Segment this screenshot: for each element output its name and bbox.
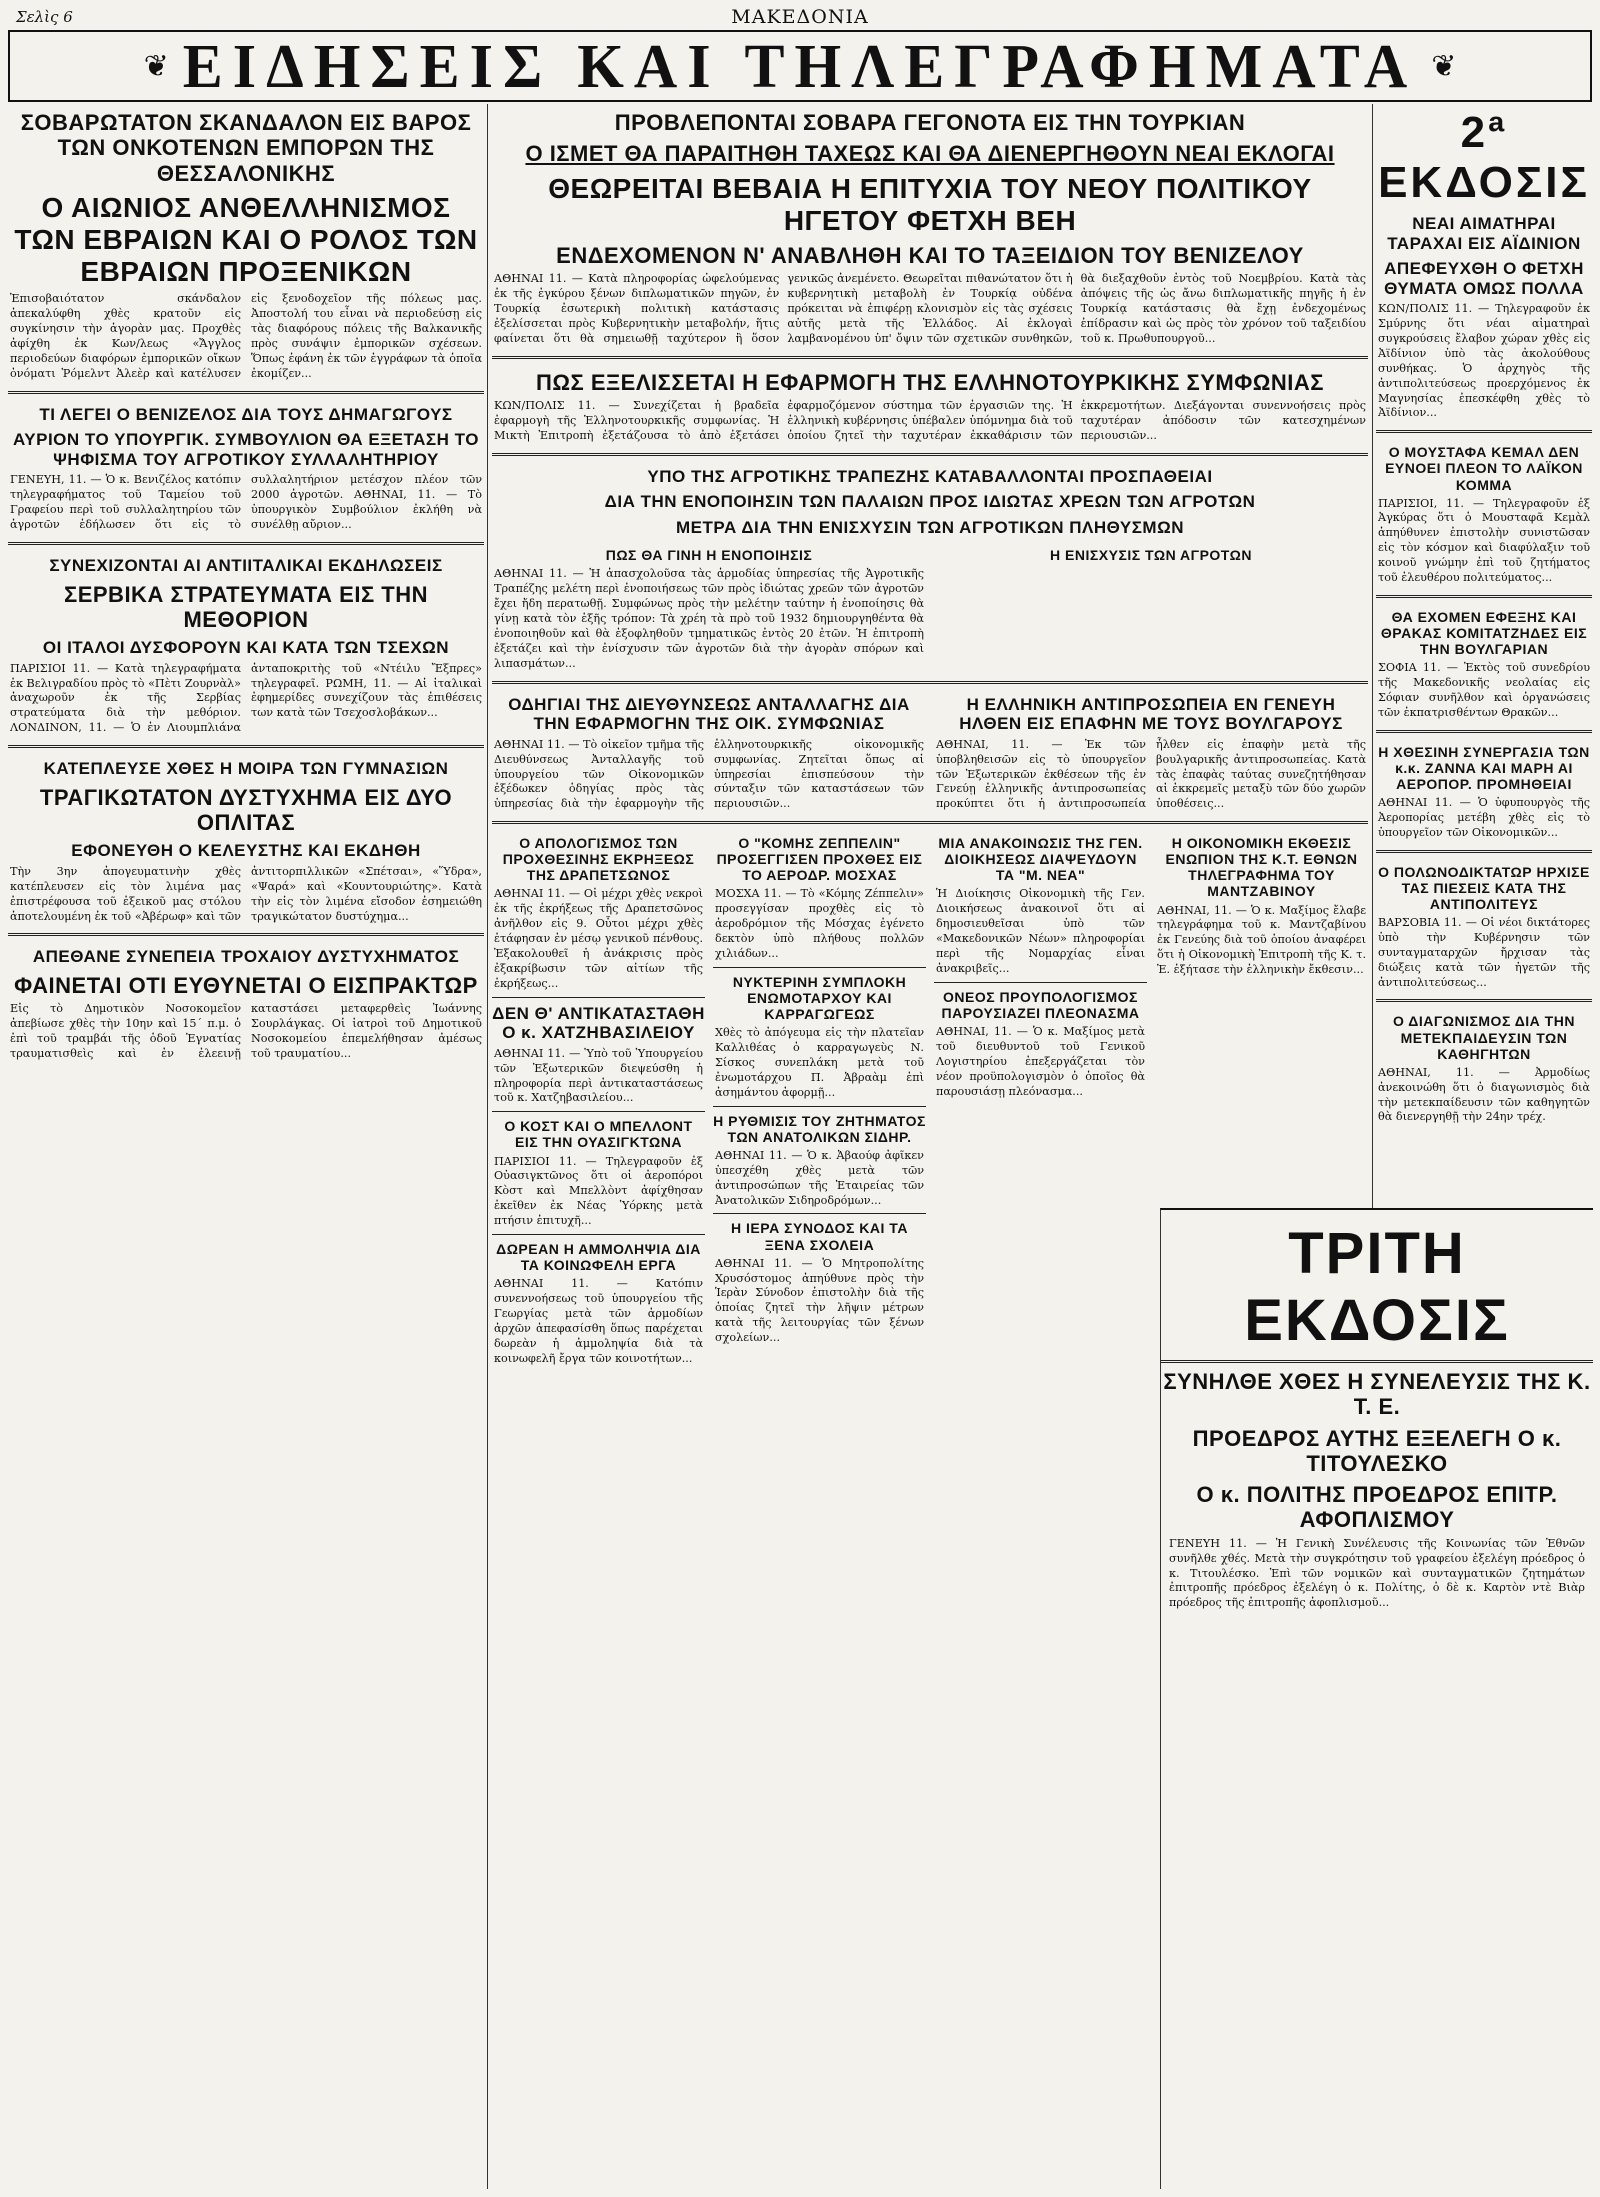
headline: ΠΡΟΕΔΡΟΣ ΑΥΤΗΣ ΕΞΕΛΕΓΗ Ο κ. ΤΙΤΟΥΛΕΣΚΟ — [1192, 1425, 1562, 1476]
third-edition — [1160, 1208, 1593, 2189]
article-body: ΓΕΝΕΥΗ 11. — Ἡ Γενικὴ Συνέλευσις τῆς Κοινωνίας τῶν Ἐθνῶν συνῆλθε χθές. Μετὰ τὴν συγκρότησιν τοῦ γραφείου ἐξελέγη πρόεδρος ὁ κ. Τιτουλέσκο. Ἐπὶ τῶν νομικῶν καὶ συνταγματικῶν ζητημάτων ἐπιτροπῆς πρόεδρος ἐξελέγη ὁ κ. Πολίτης, ὁ δὲ κ. Καρτὸν ντὲ Βιὰρ πρόεδρος τῆς ἐπιτροπῆς ἀφοπλισμοῦ... — [1169, 1536, 1585, 1610]
edition-label: ΤΡΙΤΗ ΕΚΔΟΣΙΣ — [1244, 1221, 1510, 1353]
article-body: ΓΕΝΕΥΗ, 11. — Ὁ κ. Βενιζέλος κατόπιν τηλεγραφήματος τοῦ Ταμείου τοῦ Γραφείου περὶ τοῦ συλλαλητηρίου τῶν ἀγροτῶν ἐδήλωσεν ὅτι εἰς τὸ συλλαλητήριον μετέσχον πλέον τῶν 2000 ἀγροτῶν. ΑΘΗΝΑΙ, 11. — Τὸ ὑπουργικὸν Συμβούλιον ἐκλήθη νὰ συνέλθῃ αὔριον... — [10, 473, 482, 532]
article-venizelos — [8, 399, 484, 537]
left-column — [8, 104, 484, 2189]
headline: ΑΥΡΙΟΝ ΤΟ ΥΠΟΥΡΓΙΚ. ΣΥΜΒΟΥΛΙΟΝ ΘΑ ΕΞΕΤΑΣΗ ΤΟ ΨΗΦΙΣΜΑ ΤΟΥ ΑΓΡΟΤΙΚΟΥ ΣΥΛΛΑΛΗΤΗΡΙΟΥ — [13, 430, 479, 469]
article-kemal — [1376, 438, 1592, 590]
headline: ΣΕΡΒΙΚΑ ΣΤΡΑΤΕΥΜΑΤΑ ΕΙΣ ΤΗΝ ΜΕΘΟΡΙΟΝ — [64, 581, 428, 632]
headline: Ο "ΚΟΜΗΣ ΖΕΠΠΕΛΙΝ" ΠΡΟΣΕΓΓΙΣΕΝ ΠΡΟΧΘΕΣ ΕΙΣ ΤΟ ΑΕΡΟΔΡ. ΜΟΣΧΑΣ — [716, 835, 923, 884]
subheadline: Η ΕΝΙΣΧΥΣΙΣ ΤΩΝ ΑΓΡΟΤΩΝ — [1050, 547, 1252, 564]
subcolumn — [713, 829, 926, 1370]
article-body: ΑΘΗΝΑΙ, 11. — Ὁ κ. Μαξίμος ἔλαβε τηλεγράφημα τοῦ κ. Μαντζαβίνου ἐκ Γενεύης διὰ τοῦ ὁποίου ἀναφέρει ὅτι ἡ Οἰκονομικὴ Ἐπιτροπὴ τῆς Κ. τ. Ἐ. ἐξήτασε τὴν ἑλληνικὴν ἔκθεσιν... — [1157, 903, 1366, 977]
edition-label: 2ª ΕΚΔΟΣΙΣ — [1378, 108, 1590, 207]
headline: ΦΑΙΝΕΤΑΙ ΟΤΙ ΕΥΘΥΝΕΤΑΙ Ο ΕΙΣΠΡΑΚΤΩΡ — [14, 972, 478, 998]
column-divider — [487, 104, 488, 2189]
article-anti-italian — [8, 550, 484, 740]
headline: ΣΥΝΕΧΙΖΟΝΤΑΙ ΑΙ ΑΝΤΙΙΤΑΛΙΚΑΙ ΕΚΔΗΛΩΣΕΙΣ — [49, 556, 443, 575]
headline: ΝΥΚΤΕΡΙΝΗ ΣΥΜΠΛΟΚΗ ΕΝΩΜΟΤΑΡΧΟΥ ΚΑΙ ΚΑΡΡΑΓΩΓΕΩΣ — [732, 973, 907, 1023]
headline: ΚΑΤΕΠΛΕΥΣΕ ΧΘΕΣ Η ΜΟΙΡΑ ΤΩΝ ΓΥΜΝΑΣΙΩΝ — [43, 759, 449, 779]
article-body: ΑΘΗΝΑΙ, 11. — Ἀρμοδίως ἀνεκοινώθη ὅτι ὁ διαγωνισμὸς διὰ τὴν μετεκπαίδευσιν τῶν καθηγητῶν θὰ διενεργηθῇ τὴν 24ην τρέχ. — [1378, 1065, 1590, 1124]
subcolumn — [492, 829, 705, 1370]
article-body: ΑΘΗΝΑΙ 11. — Ὁ ὑφυπουργὸς τῆς Ἀεροπορίας μετέβη χθὲς εἰς τὸ ὑπουργεῖον τῶν Οἰκονομικῶν... — [1378, 796, 1590, 839]
ornament-left-icon: ❦ — [143, 48, 169, 84]
section-banner — [8, 30, 1592, 102]
article-body: ΒΑΡΣΟΒΙΑ 11. — Οἱ νέοι δικτάτορες ὑπὸ τὴν Κυβέρνησιν τῶν συνταγματαρχῶν ἤρχισαν τὰς διώξεις κατὰ τῶν ἡγετῶν τῆς ἀντιπολιτεύσεως... — [1378, 916, 1590, 989]
article-body: ΠΑΡΙΣΙΟΙ 11. — Τηλεγραφοῦν ἐξ Οὐασιγκτῶνος ὅτι οἱ ἀεροπόροι Κὸστ καὶ Μπελλὸντ ἀφίχθησαν ἐκεῖθεν ἐκ Νέας Ὑόρκης μετὰ πτήσιν ἐπιτυχῆ... — [494, 1154, 703, 1228]
subcolumn — [934, 829, 1147, 1370]
headline: Ο ΠΟΛΩΝΟΔΙΚΤΑΤΩΡ ΗΡΧΙΣΕ ΤΑΣ ΠΙΕΣΕΙΣ ΚΑΤΑ ΤΗΣ ΑΝΤΙΠΟΛΙΤΕΥΣ — [1378, 863, 1590, 912]
article-body: ΑΘΗΝΑΙ, 11. — Ἐκ τῶν ὑποβληθεισῶν εἰς τὸ ὑπουργεῖον τῶν Ἐξωτερικῶν ἐκθέσεων τῆς ἐν Γενεύῃ ἑλληνικῆς ἀντιπροσωπείας προκύπτει ὅτι ἡ ἀντιπροσωπεία ἦλθεν εἰς ἐπαφὴν μετὰ τῆς βουλγαρικῆς ἀντιπροσωπείας. Κατὰ τὰς ἐπαφὰς ταύτας συνεζητήθησαν αἱ ἐκκρεμεῖς μεταξὺ τῶν δύο χωρῶν ὑποθέσεις... — [936, 737, 1366, 811]
article-body: ΠΑΡΙΣΙΟΙ 11. — Κατὰ τηλεγραφήματα ἐκ Βελιγραδίου πρὸς τὸ «Πὲτι Ζουρνὰλ» ἀναχωροῦν ἐκ τῆς Σερβίας στρατεύματα διὰ τὴν μεθόριον. ΛΟΝΔΙΝΟΝ, 11. — Ὁ ἐν Λιουμπλιάνα ἀνταποκριτὴς τοῦ «Ντέιλυ Ἔξπρες» τηλεγραφεῖ. ΡΩΜΗ, 11. — Αἱ ἰταλικαὶ ἐφημερίδες συνεχίζουν τὰς ἐπιθέσεις των κατὰ τῶν Τσεχοσλοβάκων... — [10, 661, 482, 735]
article-scandal — [8, 104, 484, 386]
newspaper-name: ΜΑΚΕΔΟΝΙΑ — [731, 6, 869, 28]
headline: ΟΙ ΙΤΑΛΟΙ ΔΥΣΦΟΡΟΥΝ ΚΑΙ ΚΑΤΑ ΤΩΝ ΤΣΕΧΩΝ — [42, 638, 450, 658]
headline: ΤΡΑΓΙΚΩΤΑΤΟΝ ΔΥΣΤΥΧΗΜΑ ΕΙΣ ΔΥΟ ΟΠΛΙΤΑΣ — [39, 784, 453, 835]
headline: ΔΙΑ ΤΗΝ ΕΝΟΠΟΙΗΣΙΝ ΤΩΝ ΠΑΛΑΙΩΝ ΠΡΟΣ ΙΔΙΩΤΑΣ ΧΡΕΩΝ ΤΩΝ ΑΓΡΟΤΩΝ — [604, 492, 1256, 512]
headline: Ο ΚΟΣΤ ΚΑΙ Ο ΜΠΕΛΛΟΝΤ ΕΙΣ ΤΗΝ ΟΥΑΣΙΓΚΤΩΝΑ — [504, 1118, 693, 1151]
headline: Ο ΙΣΜΕΤ ΘΑ ΠΑΡΑΙΤΗΘΗ ΤΑΧΕΩΣ ΚΑΙ ΘΑ ΔΙΕΝΕΡΓΗΘΟΥΝ ΝΕΑΙ ΕΚΛΟΓΑΙ — [525, 141, 1335, 167]
headline: Η ΙΕΡΑ ΣΥΝΟΔΟΣ ΚΑΙ ΤΑ ΞΕΝΑ ΣΧΟΛΕΙΑ — [731, 1220, 908, 1253]
headline: ΘΕΩΡΕΙΤΑΙ ΒΕΒΑΙΑ Η ΕΠΙΤΥΧΙΑ ΤΟΥ ΝΕΟΥ ΠΟΛΙΤΙΚΟΥ ΗΓΕΤΟΥ ΦΕΤΧΗ ΒΕΗ — [548, 172, 1312, 236]
article-body: ΚΩΝ/ΠΟΛΙΣ 11. — Συνεχίζεται ἡ βραδεῖα ἐφαρμογὴ τῆς Ἑλληνοτουρκικῆς συμφωνίας. Ἡ Μικτὴ Ἐπιτροπὴ ἐξετάζουσα τὸ ἀπὸ ἐξετάσει ἐφαρμοζόμενον σύστημα τῶν ἐργασιῶν της. Ἡ ἑλληνικὴ κυβέρνησις ὑπέβαλεν ὑπόμνημα διὰ τοῦ ὁποίου ζητεῖ τὴν ταχυτέραν ἐκκαθάρισιν τῶν ἐκκρεμοτήτων. Διεξάγονται συνεννοήσεις πρὸς ταχυτέραν ἀπόδοσιν τῶν κατεσχημένων περιουσιῶν... — [494, 399, 1366, 442]
subheadline: ΠΩΣ ΘΑ ΓΙΝΗ Η ΕΝΟΠΟΙΗΣΙΣ — [605, 547, 813, 564]
article-body: Τὴν 3ην ἀπογευματινὴν χθὲς κατέπλευσεν εἰς τὸν λιμένα μας ἐπιστρέφουσα τοῦ ἐξεικοῦ μας στόλου ἀποτελουμένη ἐκ τοῦ «Ἀβέρωφ» καὶ τῶν ἀντιτορπιλλικῶν «Σπέτσαι», «Ὕδρα», «Ψαρά» καὶ «Κουντουριώτης». Κατὰ τὴν εἰς τὸν λιμένα εἴσοδον ἐσημειώθη τραγικώτατον δυστύχημα... — [10, 864, 482, 923]
article-body: Χθὲς τὸ ἀπόγευμα εἰς τὴν πλατεῖαν Καλλιθέας ὁ καρραγωγεὺς Ν. Σίσκος συνεπλάκη μετὰ τοῦ ἐνωμοτάρχου Π. Ἀβραὰμ ἐπὶ ἀσημάντου ἀφορμῇ... — [715, 1026, 924, 1099]
headline: Ο ΔΙΑΓΩΝΙΣΜΟΣ ΔΙΑ ΤΗΝ ΜΕΤΕΚΠΑΙΔΕΥΣΙΝ ΤΩΝ ΚΑΘΗΓΗΤΩΝ — [1393, 1013, 1575, 1062]
article-greek-turkish-agreement — [492, 364, 1368, 448]
article-thracian — [1376, 603, 1592, 725]
headline: ΥΠΟ ΤΗΣ ΑΓΡΟΤΙΚΗΣ ΤΡΑΠΕΖΗΣ ΚΑΤΑΒΑΛΛΟΝΤΑΙ ΠΡΟΣΠΑΘΕΙΑΙ — [647, 466, 1213, 486]
second-edition — [1376, 104, 1592, 425]
article-body: ΑΘΗΝΑΙ 11. — Οἱ μέχρι χθὲς νεκροὶ ἐκ τῆς ἐκρήξεως τῆς Δραπετσῶνος ἀνῆλθον εἰς 9. Οὗτοι μέχρι χθὲς ἐτάφησαν ἐν μέσῳ γενικοῦ πένθους. Ἐξακολουθεῖ ἡ ἀνάκρισις πρὸς ἐξακρίβωσιν τῶν αἰτίων τῆς ἐκρήξεως... — [494, 887, 703, 990]
article-exchange-directions — [492, 689, 926, 817]
article-body: ΑΘΗΝΑΙ, 11. — Ὁ κ. Μαξίμος μετὰ τοῦ διευθυντοῦ τοῦ Γενικοῦ Λογιστηρίου ἐπεξεργάζεται τὸν νέον προϋπολογισμὸν ὁ ὁποῖος θὰ παρουσιάσῃ πλεόνασμα... — [936, 1025, 1145, 1098]
headline: ΠΡΟΒΛΕΠΟΝΤΑΙ ΣΟΒΑΡΑ ΓΕΓΟΝΟΤΑ ΕΙΣ ΤΗΝ ΤΟΥΡΚΙΑΝ — [614, 110, 1246, 135]
headline: ΑΠΕΘΑΝΕ ΣΥΝΕΠΕΙΑ ΤΡΟΧΑΙΟΥ ΔΥΣΤΥΧΗΜΑΤΟΣ — [32, 947, 460, 967]
headline: ΕΦΟΝΕΥΘΗ Ο ΚΕΛΕΥΣΤΗΣ ΚΑΙ ΕΚΔΗΘΗ — [71, 841, 421, 861]
headline: ΔΕΝ Θ' ΑΝΤΙΚΑΤΑΣΤΑΘΗ Ο κ. ΧΑΤΖΗΒΑΣΙΛΕΙΟΥ — [492, 1003, 705, 1043]
banner-title: ΕΙΔΗΣΕΙΣ ΚΑΙ ΤΗΛΕΓΡΑΦΗΜΑΤΑ — [182, 30, 1418, 101]
article-agricultural-bank — [492, 461, 1368, 676]
ornament-right-icon: ❦ — [1431, 48, 1457, 84]
headline: ΘΑ ΕΧΟΜΕΝ ΕΦΕΞΗΣ ΚΑΙ ΘΡΑΚΑΣ ΚΟΜΙΤΑΤΖΗΔΕΣ ΕΙΣ ΤΗΝ ΒΟΥΛΓΑΡΙΑΝ — [1380, 608, 1588, 658]
article-body: ΑΘΗΝΑΙ 11. — Ὁ Μητροπολίτης Χρυσόστομος ἀπηύθυνε πρὸς τὴν Ἱερὰν Σύνοδον ἐπιστολὴν διὰ τῆς ὁποίας ζητεῖ τὴν λῆψιν μέτρων κατὰ τῆς λειτουργίας τῶν ξένων σχολείων... — [715, 1256, 924, 1345]
headline: ΟΔΗΓΙΑΙ ΤΗΣ ΔΙΕΥΘΥΝΣΕΩΣ ΑΝΤΑΛΛΑΓΗΣ ΔΙΑ ΤΗΝ ΕΦΑΡΜΟΓΗΝ ΤΗΣ ΟΙΚ. ΣΥΜΦΩΝΙΑΣ — [508, 694, 910, 734]
headline: Ο ΑΠΟΛΟΓΙΣΜΟΣ ΤΩΝ ΠΡΟΧΘΕΣΙΝΗΣ ΕΚΡΗΞΕΩΣ ΤΗΣ ΔΡΑΠΕΤΣΩΝΟΣ — [502, 835, 695, 884]
article-air-procurement — [1376, 738, 1592, 845]
article-body: ΑΘΗΝΑΙ 11. — Κατὰ πληροφορίας ὠφελούμενας ἐκ τῆς ἐγκύρου ξένων διπλωματικῶν πηγῶν, ἐν Τουρκίᾳ ἐσωτερικὴ πολιτικὴ κατάστασις ἐξελίσσεται πρὸς Κυβερνητικὴν μεταβολήν, ἥτις φαίνεται ὅτι θὰ σημειωθῇ ταχύτερον ἢ ὅσον γενικῶς ἀνεμένετο. Θεωρεῖται πιθανώτατον ὅτι ἡ κυβερνητικὴ μεταβολὴ ἐν Τουρκίᾳ οὐδένα πρόκειται νὰ ἐπιφέρῃ κλονισμὸν εἰς τὰς σχέσεις αὐτῆς μετὰ τῆς Ἑλλάδος. Αἱ ἐκλογαὶ λαμβανομένου ὑπ' ὄψιν τῶν σχετικῶν συνθηκῶν, θὰ διεξαχθοῦν ἐντὸς τοῦ Νοεμβρίου. Κατὰ τὰς ἀπόψεις τῆς ὡς ἄνω διπλωματικῆς πηγῆς ἡ ἐν Τουρκίᾳ κατάστασις θὰ ἔχῃ ἐνδεχομένως ἐπίδρασιν καὶ ὡς πρὸς τὸν χρόνον τοῦ ταξειδίου τοῦ κ. Πρωθυπουργοῦ... — [494, 272, 1366, 345]
headline: Η ΕΛΛΗΝΙΚΗ ΑΝΤΙΠΡΟΣΩΠΕΙΑ ΕΝ ΓΕΝΕΥΗ ΗΛΘΕΝ ΕΙΣ ΕΠΑΦΗΝ ΜΕ ΤΟΥΣ ΒΟΥΛΓΑΡΟΥΣ — [959, 694, 1343, 734]
article-traffic-accident — [8, 941, 484, 1065]
article-geneva-delegation — [934, 689, 1368, 817]
article-body: Ἡ Διοίκησις Οἰκονομικὴ τῆς Γεν. Διοικήσεως ἀνακοινοῖ ὅτι αἱ δημοσιευθεῖσαι ὑπὸ τῶν «Μακεδονικῶν Νέων» πληροφορίαι περὶ τῆς Νομαρχίας εἶναι ἀνακριβεῖς... — [936, 887, 1145, 975]
headline: Ο κ. ΠΟΛΙΤΗΣ ΠΡΟΕΔΡΟΣ ΕΠΙΤΡ. ΑΦΟΠΛΙΣΜΟΥ — [1196, 1482, 1558, 1533]
article-poland — [1376, 858, 1592, 995]
article-body: ΑΘΗΝΑΙ 11. — Ἡ ἀπασχολοῦσα τὰς ἁρμοδίας ὑπηρεσίας τῆς Ἀγροτικῆς Τραπέζης μελέτη περὶ ἐνοποιήσεως τῶν πρὸς ἰδιώτας χρεῶν τῶν ἀγροτῶν ἔχει ἤδη περατωθῇ. Συμφώνως πρὸς τὴν μελέτην ταύτην ἡ ἐνοποίησις θὰ γίνῃ κατὰ τὸν ἑξῆς τρόπον: Τὰ χρέη τὰ πρὸ τοῦ 1932 δημιουργηθέντα θὰ ἐνοποιηθοῦν καὶ θὰ ἐξοφληθοῦν τμηματικῶς ἐντὸς 20 ἐτῶν. Ἡ ἐπιτροπὴ ἐξετάζει καὶ τὴν ἐνίσχυσιν τῶν ἀγροτῶν διὰ τὴν ἀγορὰν σπόρων καὶ λιπασμάτων... — [494, 567, 924, 670]
article-body: ΚΩΝ/ΠΟΛΙΣ 11. — Τηλεγραφοῦν ἐκ Σμύρνης ὅτι νέαι αἱματηραὶ συγκρούσεις ἔλαβον χώραν χθὲς εἰς Ἀϊδίνιον ὑπὸ τὰς ἀκολούθους συνθήκας. Ὁ ἀρχηγὸς τῆς ἀντιπολιτεύσεως προερχόμενος ἐκ Μαγνησίας ἐπεσκέφθη χθὲς τὸ Ἀϊδίνιον... — [1378, 302, 1590, 420]
headline: ΑΠΕΦΕΥΧΘΗ Ο ΦΕΤΧΗ ΘΥΜΑΤΑ ΟΜΩΣ ΠΟΛΛΑ — [1384, 259, 1584, 298]
article-body: ΑΘΗΝΑΙ 11. — Κατόπιν συνεννοήσεως τοῦ ὑπουργείου τῆς Γεωργίας μετὰ τῶν ἁρμοδίων ἀρχῶν ἀπεφασίσθη ὅπως παρέχεται δωρεὰν ἡ ἀμμοληψία διὰ τὰ κοινωφελῆ ἔργα τῶν κοινοτήτων... — [494, 1277, 703, 1365]
headline: ΜΙΑ ΑΝΑΚΟΙΝΩΣΙΣ ΤΗΣ ΓΕΝ. ΔΙΟΙΚΗΣΕΩΣ ΔΙΑΨΕΥΔΟΥΝ ΤΑ "Μ. ΝΕΑ" — [938, 835, 1143, 884]
headline: ΣΟΒΑΡΩΤΑΤΟΝ ΣΚΑΝΔΑΛΟΝ ΕΙΣ ΒΑΡΟΣ ΤΩΝ ΟΝΚΟΤΕΝΩΝ ΕΜΠΟΡΩΝ ΤΗΣ ΘΕΣΣΑΛΟΝΙΚΗΣ — [20, 110, 472, 186]
article-competition — [1376, 1007, 1592, 1129]
article-body: ΑΘΗΝΑΙ 11. — Τὸ οἰκεῖον τμῆμα τῆς Διευθύνσεως Ἀνταλλαγῆς τοῦ ὑπουργείου τῶν Οἰκονομικῶν ἐξέδωκεν ὁδηγίας πρὸς τὰς ὑπηρεσίας διὰ τὴν ἐφαρμογὴν τῆς ἑλληνοτουρκικῆς οἰκονομικῆς συμφωνίας. Ζητεῖται ὅπως αἱ ὑπηρεσίαι ἐπισπεύσουν τὴν σύνταξιν τῶν καταστάσεων τῶν περιουσιῶν... — [494, 737, 924, 811]
article-body: ΑΘΗΝΑΙ 11. — Ὑπὸ τοῦ Ὑπουργείου τῶν Ἐξωτερικῶν διεψεύσθη ἡ πληροφορία περὶ ἀντικαταστάσεως τοῦ κ. Χατζηβασιλείου... — [494, 1046, 703, 1105]
article-body: ΑΘΗΝΑΙ 11. — Ὁ κ. Ἀβαούφ ἀφῖκεν ὑπεσχέθη χθὲς μετὰ τῶν ἀντιπροσώπων τῆς Ἑταιρείας τῶν Ἀνατολικῶν Σιδηροδρόμων... — [715, 1148, 924, 1207]
headline: Ο ΜΟΥΣΤΑΦΑ ΚΕΜΑΛ ΔΕΝ ΕΥΝΟΕΙ ΠΛΕΟΝ ΤΟ ΛΑΪΚΟΝ ΚΟΜΜΑ — [1385, 444, 1583, 493]
article-body: ΣΟΦΙΑ 11. — Ἐκτὸς τοῦ συνεδρίου τῆς Μακεδονικῆς νεολαίας εἰς Σόφιαν συνῆλθον καὶ ὀργανώσεις τῶν ἐκπατρισθέντων Θρακῶν... — [1378, 661, 1590, 719]
article-turkey — [492, 104, 1368, 351]
article-fleet — [8, 753, 484, 928]
headline: ΔΩΡΕΑΝ Η ΑΜΜΟΛΗΨΙΑ ΔΙΑ ΤΑ ΚΟΙΝΩΦΕΛΗ ΕΡΓΑ — [496, 1241, 701, 1274]
headline: ΤΙ ΛΕΓΕΙ Ο ΒΕΝΙΖΕΛΟΣ ΔΙΑ ΤΟΥΣ ΔΗΜΑΓΩΓΟΥΣ — [39, 404, 453, 424]
headline: ΠΩΣ ΕΞΕΛΙΣΣΕΤΑΙ Η ΕΦΑΡΜΟΓΗ ΤΗΣ ΕΛΛΗΝΟΤΟΥΡΚΙΚΗΣ ΣΥΜΦΩΝΙΑΣ — [535, 369, 1324, 395]
headline: ΜΕΤΡΑ ΔΙΑ ΤΗΝ ΕΝΙΣΧΥΣΙΝ ΤΩΝ ΑΓΡΟΤΙΚΩΝ ΠΛΗΘΥΣΜΩΝ — [676, 517, 1184, 537]
article-body: ΜΟΣΧΑ 11. — Τὸ «Κόμης Ζέππελιν» προσεγγίσαν προχθὲς εἰς τὸ ἀεροδρόμιον τῆς Μόσχας ἐγένετο δεκτὸν ὑπὸ πλήθους πολλῶν χιλιάδων... — [715, 887, 924, 961]
headline: Ο ΑΙΩΝΙΟΣ ΑΝΘΕΛΛΗΝΙΣΜΟΣ ΤΩΝ ΕΒΡΑΙΩΝ ΚΑΙ Ο ΡΟΛΟΣ ΤΩΝ ΕΒΡΑΙΩΝ ΠΡΟΞΕΝΙΚΩΝ — [14, 191, 478, 288]
headline: ΟΝΕΟΣ ΠΡΟΥΠΟΛΟΓΙΣΜΟΣ ΠΑΡΟΥΣΙΑΖΕΙ ΠΛΕΟΝΑΣΜΑ — [941, 988, 1140, 1021]
article-body: Ἐπισοβαιότατον σκάνδαλον ἀπεκαλύφθη χθὲς κρατοῦν εἰς συγκίνησιν τὴν ἀγορὰν μας. Προχθὲς ἀφίχθη ἐκ Κων/λεως «Ἄγγλος περιοδεύων διαφόρων ἐμπορικῶν οἴκων ὀνόματι Ῥόμελντ Ἀλεὲρ καὶ κατέλυσεν εἰς ξενοδοχεῖον τῆς πόλεως μας. Ἀποστολή του εἶναι νὰ περιοδεύσῃ εἰς τὰς διαφόρους πόλεις τῆς Βαλκανικῆς πρὸς συνάψιν ἐμπορικῶν σχέσεων. Ὅπως ἐφάνη ἐκ τῶν ἐγγράφων τὰ ὁποῖα ἐκομίζεν... — [10, 292, 482, 380]
page-number: Σελὶς 6 — [16, 8, 73, 26]
headline: Η ΡΥΘΜΙΣΙΣ ΤΟΥ ΖΗΤΗΜΑΤΟΣ ΤΩΝ ΑΝΑΤΟΛΙΚΩΝ ΣΙΔΗΡ. — [713, 1112, 926, 1145]
headline: ΝΕΑΙ ΑΙΜΑΤΗΡΑΙ ΤΑΡΑΧΑΙ ΕΙΣ ΑΪΔΙΝΙΟΝ — [1387, 214, 1581, 253]
headline: ΕΝΔΕΧΟΜΕΝΟΝ Ν' ΑΝΑΒΛΗΘΗ ΚΑΙ ΤΟ ΤΑΞΕΙΔΙΟΝ ΤΟΥ ΒΕΝΙΖΕΛΟΥ — [556, 242, 1304, 268]
headline: Η ΟΙΚΟΝΟΜΙΚΗ ΕΚΘΕΣΙΣ ΕΝΩΠΙΟΝ ΤΗΣ Κ.Τ. ΕΘΝΩΝ ΤΗΛΕΓΡΑΦΗΜΑ ΤΟΥ ΜΑΝΤΖΑΒΙΝΟΥ — [1165, 835, 1358, 900]
headline: ΣΥΝΗΛΘΕ ΧΘΕΣ Η ΣΥΝΕΛΕΥΣΙΣ ΤΗΣ Κ. Τ. Ε. — [1163, 1369, 1591, 1420]
page-header — [10, 4, 1590, 30]
headline: Η ΧΘΕΣΙΝΗ ΣΥΝΕΡΓΑΣΙΑ ΤΩΝ κ.κ. ΖΑΝΝΑ ΚΑΙ ΜΑΡΗ ΑΙ ΑΕΡΟΠΟΡ. ΠΡΟΜΗΘΕΙΑΙ — [1378, 743, 1590, 792]
article-body: Εἰς τὸ Δημοτικὸν Νοσοκομεῖον ἀπεβίωσε χθὲς τὴν 10ην καὶ 15΄ π.μ. ὁ ἐπὶ τοῦ τραμβάι τῆς ὁδοῦ Ἐγνατίας τραυματισθεὶς καὶ ἐν ἐλεεινῇ καταστάσει μεταφερθεὶς Ἰωάννης Σουρλάγκας. Οἱ ἰατροὶ τοῦ Δημοτικοῦ Νοσοκομείου ἐπεμελήθησαν ἀμέσως τοῦ τραυματίου... — [10, 1002, 482, 1060]
article-body: ΠΑΡΙΣΙΟΙ, 11. — Τηλεγραφοῦν ἐξ Ἀγκύρας ὅτι ὁ Μουσταφᾶ Κεμὰλ ἀπηύθυνεν ἐπιστολὴν συνιστῶσαν εἰς τὸν κόσμον καὶ διαφύλαξιν τοῦ κοινοῦ γνώμην ἐπὶ τοῦ ζητήματος τοῦ ἐλευθέρου πολιτεύματος... — [1378, 496, 1590, 585]
